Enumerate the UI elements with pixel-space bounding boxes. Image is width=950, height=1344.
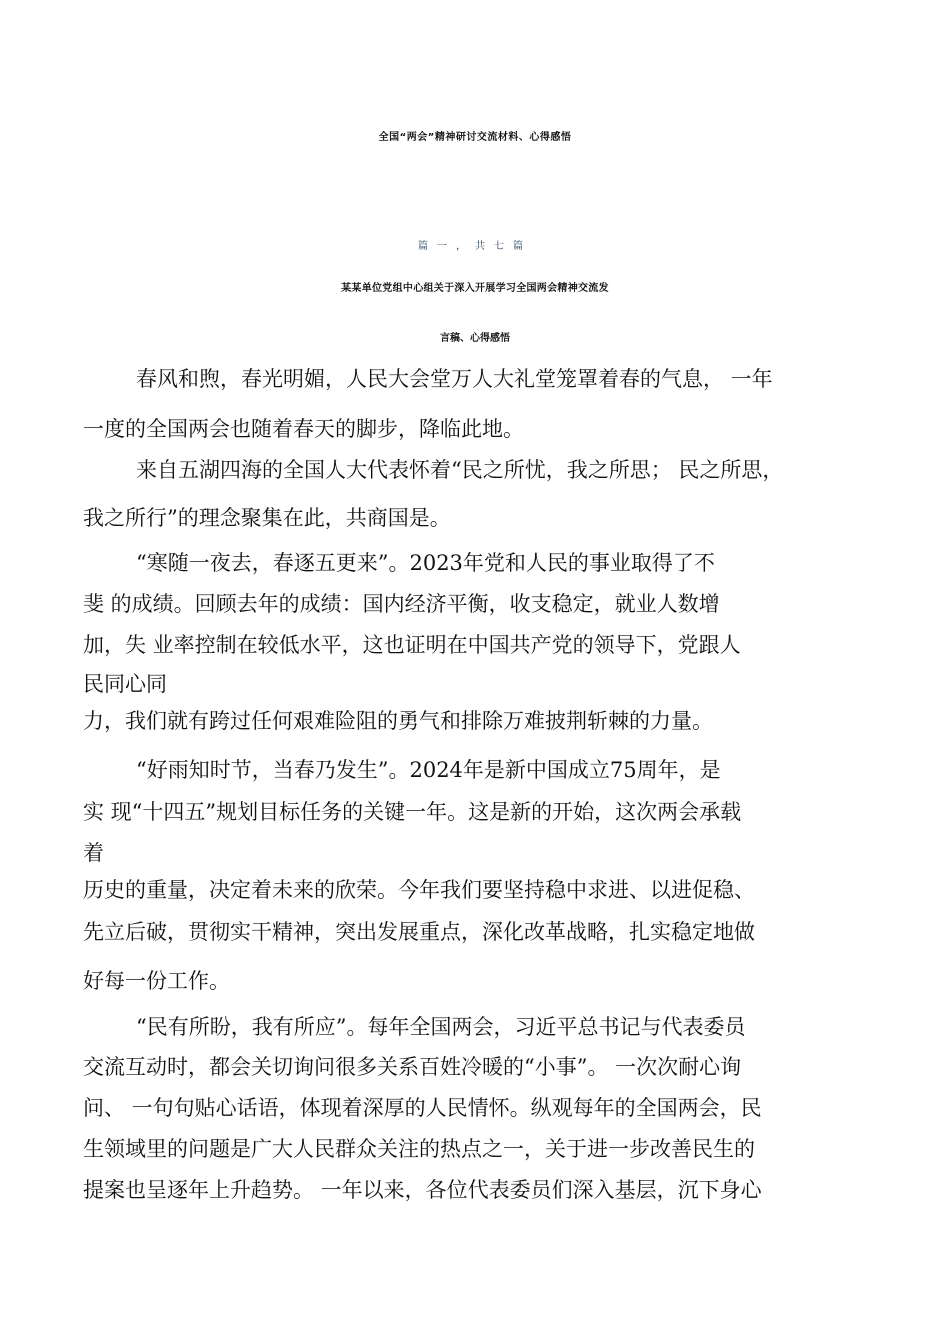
body-line: 提案也呈逐年上升趋势。 一年以来，各位代表委员们深入基层，沉下身心 [83,1178,762,1202]
body-line: 先立后破，贯彻实干精神，突出发展重点，深化改革战略，扎实稳定地做 [83,920,755,944]
subtitle-line-2: 言稿、心得感悟 [440,333,510,344]
section-label: 篇一，共七篇 [418,241,532,252]
body-line: 民同心同 [83,672,167,696]
body-line: 春风和煦，春光明媚，人民大会堂万人大礼堂笼罩着春的气息， 一年 [136,367,773,391]
body-line: “寒随一夜去，春逐五更来”。2023年党和人民的事业取得了不 [136,551,715,575]
body-line: 着 [83,841,104,865]
body-line: 加，失 业率控制在较低水平，这也证明在中国共产党的领导下，党跟人 [83,633,741,657]
body-line: 来自五湖四海的全国人大代表怀着“民之所忧，我之所思； 民之所思， [136,458,784,482]
document-title: 全国“两会”精神研讨交流材料、心得感悟 [378,132,572,143]
body-line: 问、 一句句贴心话语，体现着深厚的人民情怀。纵观每年的全国两会，民 [83,1096,762,1120]
body-line: 一度的全国两会也随着春天的脚步，降临此地。 [83,417,524,441]
body-line: 实 现“十四五”规划目标任务的关键一年。这是新的开始，这次两会承载 [83,800,742,824]
body-line: 好每一份工作。 [83,969,230,993]
body-line: 交流互动时，都会关切询问很多关系百姓冷暖的“小事”。 一次次耐心询 [83,1055,742,1079]
body-line: 我之所行”的理念聚集在此，共商国是。 [83,506,451,530]
body-line: 斐 的成绩。回顾去年的成绩：国内经济平衡，收支稳定，就业人数增 [83,592,720,616]
body-line: “民有所盼，我有所应”。每年全国两会，习近平总书记与代表委员 [136,1015,746,1039]
body-line: 力，我们就有跨过任何艰难险阻的勇气和排除万难披荆斩棘的力量。 [83,709,713,733]
body-line: 历史的重量，决定着未来的欣荣。今年我们要坚持稳中求进、以进促稳、 [83,878,755,902]
subtitle-line-1: 某某单位党组中心组关于深入开展学习全国两会精神交流发 [341,283,609,294]
body-line: “好雨知时节，当春乃发生”。2024年是新中国成立75周年，是 [136,758,721,782]
body-line: 生领域里的问题是广大人民群众关注的热点之一，关于进一步改善民生的 [83,1137,755,1161]
